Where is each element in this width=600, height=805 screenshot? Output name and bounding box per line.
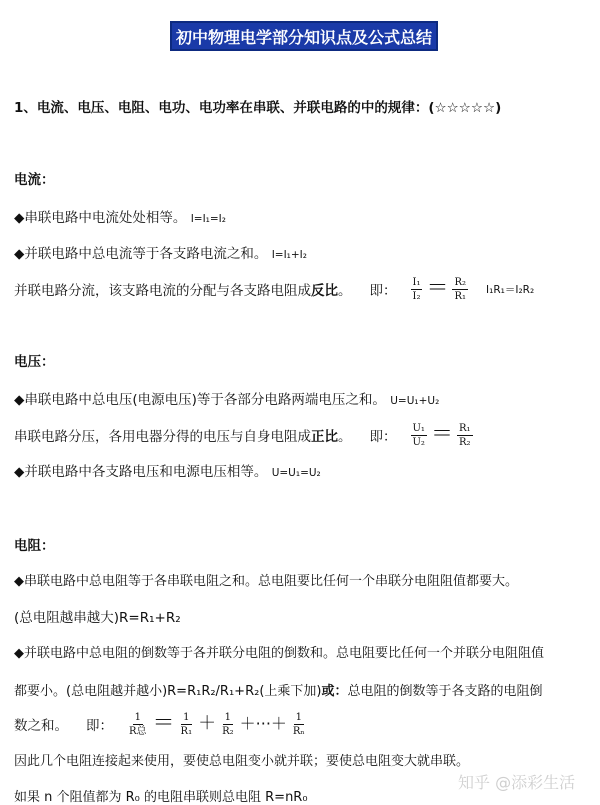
fraction-denominator: R总 <box>129 725 147 737</box>
equal-sign: ＝ <box>430 422 453 447</box>
fraction-denominator: R₁ <box>180 725 193 737</box>
current-series-formula: I=I₁=I₂ <box>190 213 226 225</box>
resistance-conclusion: 因此几个电阻连接起来使用，要使总电阻变小就并联；要使总电阻变大就串联。 <box>14 754 470 769</box>
fraction-numerator: 1 <box>295 711 303 723</box>
fraction-r1 <box>179 711 195 738</box>
fraction-numerator: 1 <box>134 711 141 723</box>
fraction-numerator: R₁ <box>458 422 471 434</box>
fraction-numerator: R₂ <box>454 276 467 288</box>
current-series-text: ◆串联电路中电流处处相等。 <box>14 210 187 226</box>
current-fraction-left <box>411 276 423 303</box>
resistance-reciprocal-text: 数之和。 <box>14 718 68 734</box>
resistance-n-resistors: 如果 n 个阻值都为 R₀ 的电阻串联则总电阻 R=nR₀ <box>14 790 308 805</box>
fraction-total <box>127 711 149 738</box>
resistance-heading: 电阻： <box>14 538 55 554</box>
fraction-denominator: R₁ <box>454 290 467 302</box>
fraction-rn <box>291 711 307 738</box>
current-parallel-text: ◆并联电路中总电流等于各支路电流之和。 <box>14 246 268 262</box>
fraction-numerator: I₁ <box>412 276 421 288</box>
plus-sign: ＋ <box>198 713 217 734</box>
fraction-denominator: U₂ <box>412 436 425 448</box>
current-series-rule <box>14 206 226 226</box>
voltage-parallel-rule <box>14 460 321 480</box>
voltage-divide-text: 串联电路分压，各用电器分得的电压与自身电阻成 <box>14 429 311 445</box>
current-divide-bold: 反比 <box>311 283 338 299</box>
resistance-ie: 即： <box>86 718 113 734</box>
fraction-r2 <box>220 711 236 738</box>
resistance-parallel-rule-line2 <box>14 680 543 699</box>
voltage-ie: 即： <box>369 429 397 445</box>
voltage-fraction-left <box>411 422 427 449</box>
resistance-series-note: (总电阻越串越大)R=R₁+R₂ <box>14 610 181 626</box>
voltage-divide-bold: 正比 <box>311 429 338 445</box>
fraction-denominator: Rₙ <box>292 725 305 737</box>
voltage-series-rule <box>14 388 439 408</box>
current-divide-rule <box>14 272 534 306</box>
voltage-fraction-right <box>457 422 473 449</box>
fraction-numerator: U₁ <box>412 422 425 434</box>
current-product-formula: I₁R₁＝I₂R₂ <box>486 283 535 296</box>
fraction-denominator: I₂ <box>412 290 421 302</box>
resistance-reciprocal-rule <box>14 706 307 742</box>
resistance-series-rule: ◆串联电路中总电阻等于各串联电阻之和。总电阻要比任何一个串联分电阻阻值都要大。 <box>14 574 518 589</box>
equal-sign: ＝ <box>152 711 175 736</box>
current-parallel-rule <box>14 242 307 262</box>
section-heading: 1、电流、电压、电阻、电功、电功率在串联、并联电路的中的规律：(☆☆☆☆☆) <box>14 100 502 116</box>
page-title: 初中物理电学部分知识点及公式总结 <box>170 21 438 51</box>
voltage-divide-rule <box>14 418 473 452</box>
fraction-denominator: R₂ <box>458 436 471 448</box>
watermark: 知乎 @添彩生活 <box>458 773 576 792</box>
resistance-parallel-rule-line1: ◆并联电路中总电阻的倒数等于各并联分电阻的倒数和。总电阻要比任何一个并联分电阻阻值 <box>14 646 544 661</box>
current-fraction-right <box>452 276 468 303</box>
voltage-parallel-formula: U=U₁=U₂ <box>271 467 321 479</box>
voltage-series-text: ◆串联电路中总电压(电源电压)等于各部分电路两端电压之和。 <box>14 392 386 408</box>
current-divide-text: 并联电路分流，该支路电流的分配与各支路电阻成 <box>14 283 311 299</box>
current-parallel-formula: I=I₁+I₂ <box>271 249 307 261</box>
resistance-or: 或： <box>321 684 348 699</box>
current-divide-end: 。 <box>338 283 352 299</box>
current-heading: 电流： <box>14 172 55 188</box>
voltage-parallel-text: ◆并联电路中各支路电压和电源电压相等。 <box>14 464 268 480</box>
voltage-series-formula: U=U₁+U₂ <box>390 395 440 407</box>
equal-sign: ＝ <box>426 276 449 301</box>
fraction-denominator: R₂ <box>222 725 234 737</box>
resistance-parallel-text-2: 总电阻的倒数等于各支路的电阻倒 <box>347 684 543 699</box>
fraction-numerator: 1 <box>183 711 190 723</box>
resistance-parallel-text: 都要小。(总电阻越并越小)R=R₁R₂/R₁+R₂(上乘下加) <box>14 684 322 699</box>
voltage-divide-end: 。 <box>338 429 352 445</box>
voltage-heading: 电压： <box>14 354 55 370</box>
plus-dots: ＋···＋ <box>239 714 287 733</box>
fraction-numerator: 1 <box>224 711 232 723</box>
current-ie: 即： <box>369 283 397 299</box>
